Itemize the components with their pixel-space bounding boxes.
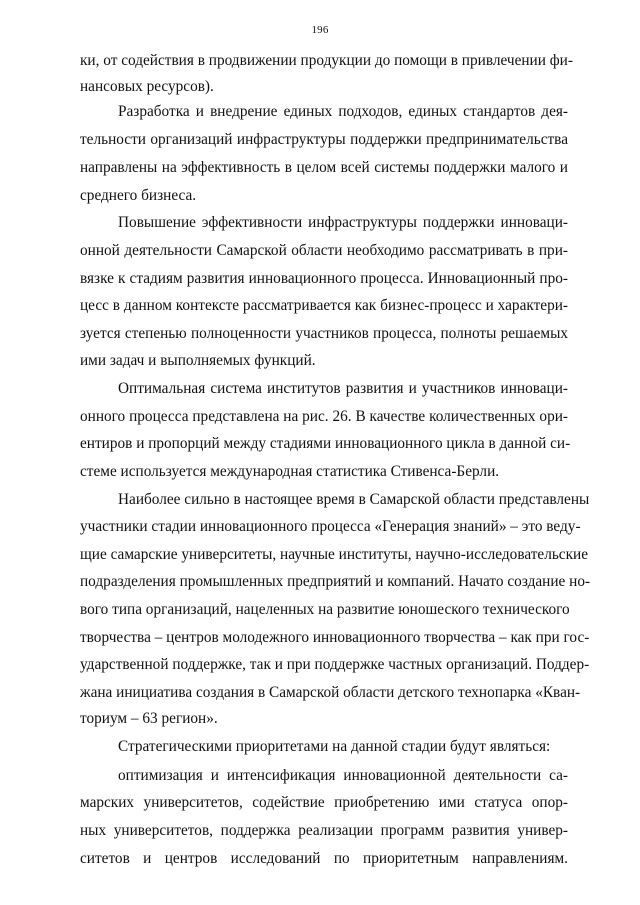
text-line: подразделения промышленных предприятий и компаний. Начато создание но- <box>80 573 591 590</box>
text-line: ториум – 63 регион». <box>80 710 218 727</box>
text-line: творчества – центров молодежного инновационного творчества – как при гос- <box>80 629 590 646</box>
text-line: направлены на эффективность в целом всей системы поддержки малого и <box>80 159 568 176</box>
text-line: Наиболее сильно в настоящее время в Самарской области представлены <box>118 491 590 508</box>
text-line: ентиров и пропорций между стадиями инновационного цикла в данной си- <box>80 435 571 452</box>
text-line: оптимизация и интенсификация инновационной деятельности са- <box>118 767 568 784</box>
text-line: марских университетов, содействие приобретению ими статуса опор- <box>80 794 568 811</box>
text-line: Оптимальная система институтов развития и участников инноваци- <box>118 380 568 397</box>
text-line: нансовых ресурсов). <box>80 78 214 95</box>
text-line: ситетов и центров исследований по приоритетным направлениям. <box>80 850 568 867</box>
text-line: ударственной поддержке, так и при поддержке частных организаций. Поддер- <box>80 656 590 673</box>
text-line: участники стадии инновационного процесса «Генерация знаний» – это веду- <box>80 518 581 535</box>
text-line: среднего бизнеса. <box>80 187 197 204</box>
text-line: вого типа организаций, нацеленных на развитие юношеского технического <box>80 601 570 618</box>
text-line: Повышение эффективности инфраструктуры поддержки инноваци- <box>118 214 568 231</box>
text-line: жана инициатива создания в Самарской области детского технопарка «Кван- <box>80 684 581 701</box>
text-line: онной деятельности Самарской области необходимо рассматривать в при- <box>80 242 568 259</box>
text-line: тельности организаций инфраструктуры поддержки предпринимательства <box>80 131 568 148</box>
text-line: стеме используется международная статистика Стивенса-Берли. <box>80 463 500 480</box>
text-line: Стратегическими приоритетами на данной стадии будут являться: <box>118 738 551 755</box>
text-line: щие самарские университеты, научные институты, научно-исследовательские <box>80 546 589 563</box>
text-line: ки, от содействия в продвижении продукции до помощи в привлечении фи- <box>80 52 573 69</box>
text-line: зуется степенью полноценности участников процесса, полноты решаемых <box>80 325 568 342</box>
text-line: онного процесса представлена на рис. 26. В качестве количественных ори- <box>80 408 568 425</box>
page-number: 196 <box>311 24 329 36</box>
text-line: Разработка и внедрение единых подходов, единых стандартов дея- <box>118 103 568 120</box>
text-line: ных университетов, поддержка реализации программ развития универ- <box>80 822 568 839</box>
text-line: цесс в данном контексте рассматривается как бизнес-процесс и характери- <box>80 297 568 314</box>
text-line: ими задач и выполняемых функций. <box>80 352 316 369</box>
text-line: вязке к стадиям развития инновационного процесса. Инновационный про- <box>80 270 568 287</box>
